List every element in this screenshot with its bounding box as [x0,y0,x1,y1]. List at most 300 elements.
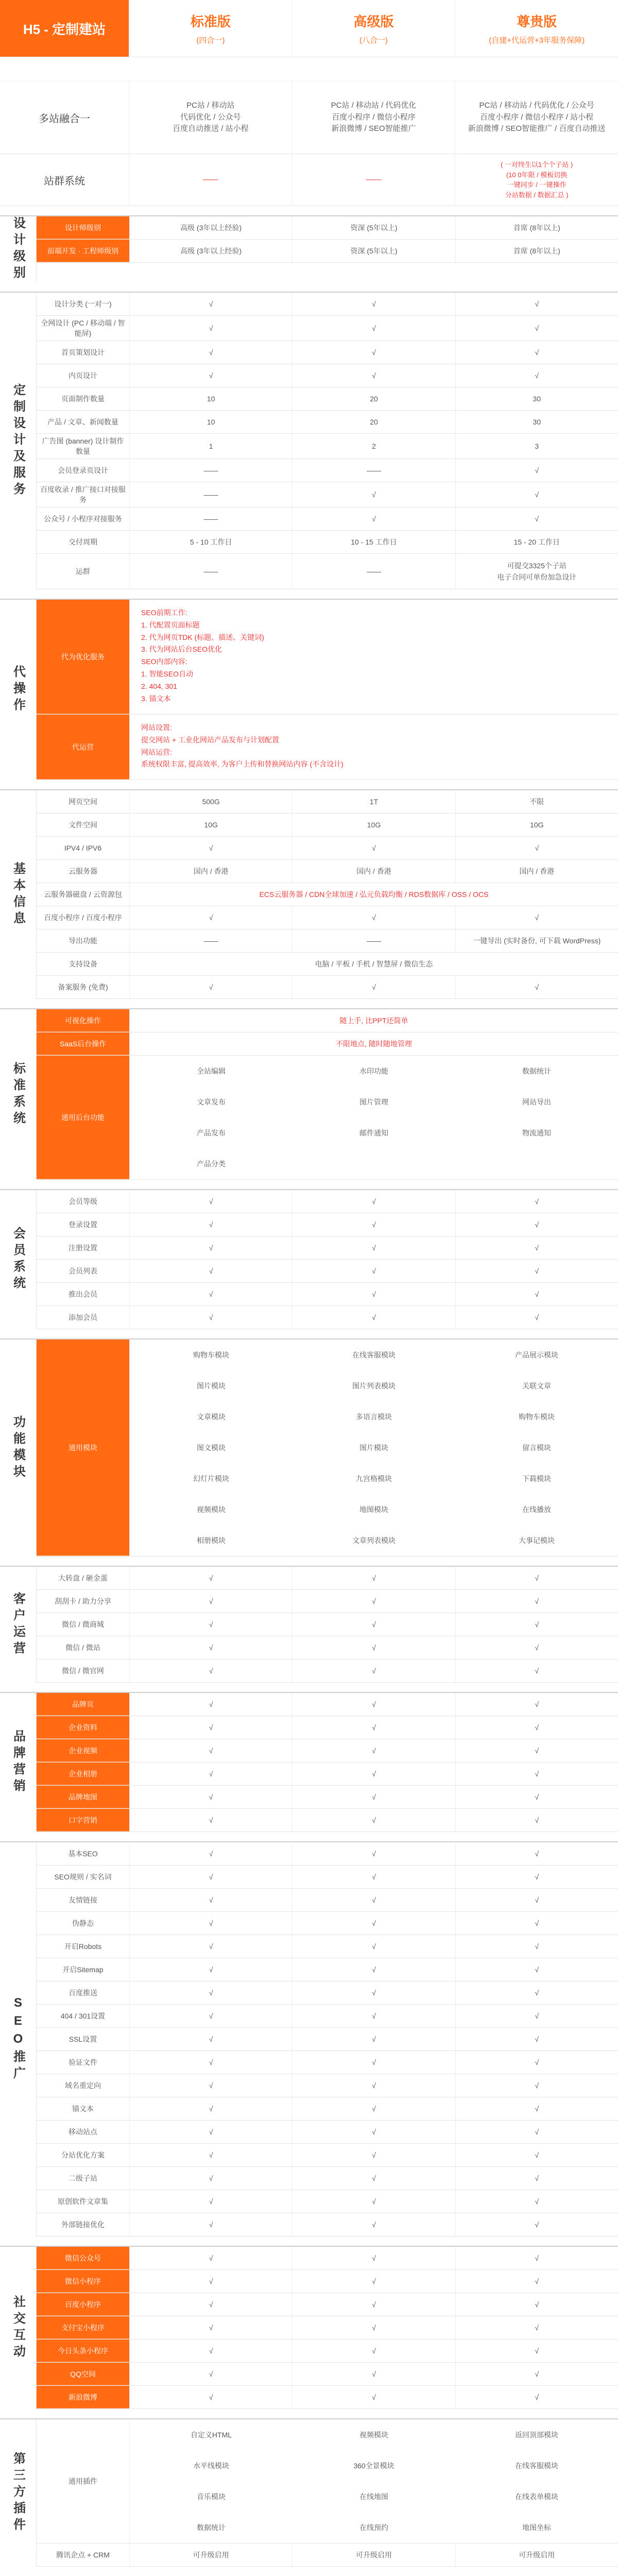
check-icon: √ [129,1739,292,1762]
feature-item: 相册模块 [197,1536,226,1545]
feature-item: 留言模块 [522,1444,551,1452]
category-title: 基本信息 [0,790,37,999]
check-icon: √ [292,1306,455,1329]
feature-row [37,1809,618,1832]
feature-label: SaaS后台操作 [37,1032,129,1055]
feature-label: 大转盘 / 砸金蛋 [58,1574,108,1582]
check-icon: √ [129,2270,292,2293]
feature-label: 登录设置 [68,1221,97,1229]
feature-label: 会员列表 [68,1267,97,1275]
category-section [0,292,618,589]
plan-advanced[interactable] [292,0,455,57]
feature-item: 关联文章 [522,1382,551,1390]
feature-label: 添加会员 [68,1313,97,1321]
feature-label: 推出会员 [68,1290,97,1298]
feature-label: 广告图 (banner) 设计制作数量 [42,437,124,455]
feature-label: 外部链接优化 [61,2221,105,2229]
feature-row [37,531,618,554]
plan-standard[interactable] [129,0,292,57]
check-icon: √ [129,2316,292,2339]
feature-item: 幻灯片模块 [193,1475,229,1483]
feature-label: 百度推送 [68,1989,97,1997]
check-icon: √ [455,316,618,341]
feature-row [37,411,618,434]
category-rows [37,790,618,999]
feature-label: QQ空间 [37,2363,129,2385]
feature-item: 在线客服模块 [515,2462,558,2470]
feature-row [37,883,618,906]
feature-label: 云服务器 [68,867,97,875]
feature-item: 多语言模块 [356,1413,392,1421]
check-icon: √ [455,2270,618,2293]
check-icon: √ [129,2293,292,2316]
check-icon: √ [292,2293,455,2316]
category-section [0,1841,618,2236]
check-icon: √ [129,1889,292,1911]
feature-item: 图片模块 [197,1382,226,1390]
feature-label: 分站优化方案 [61,2151,105,2159]
feature-label: 微信公众号 [37,2247,129,2269]
feature-label: 可视化操作 [37,1009,129,1032]
check-icon: √ [129,1842,292,1865]
feature-row [37,1866,618,1889]
check-icon: √ [129,1659,292,1682]
category-rows [37,1190,618,1329]
feature-row [37,715,618,780]
feature-label: 通用模块 [37,1340,129,1556]
feature-label: 企业相册 [37,1762,129,1785]
feature-row [37,1213,618,1236]
feature-row [37,2293,618,2316]
feature-cell: 10 [129,387,292,410]
feature-item [293,1148,455,1179]
feature-label: 内页设计 [68,371,97,380]
feature-cell: 国内 / 香港 [129,860,292,883]
row-cell: ( 一对终生以1个个子站 ) (10 0年限 / 模板切换 一键同步 / 一键操作 分站数据 / 数据汇总 ) [455,154,618,206]
feature-label: 运群 [76,567,90,575]
feature-label: 前端开发 · 工程师级别 [37,240,129,262]
check-icon: √ [129,316,292,341]
feature-row [37,1935,618,1958]
feature-row [37,1912,618,1935]
feature-row [37,2363,618,2386]
category-section [0,1692,618,1832]
category-title: 社交互动 [0,2247,37,2409]
feature-label: 腾讯企点 + CRM [56,2551,110,2559]
check-icon: √ [292,2051,455,2074]
feature-row [37,2005,618,2028]
feature-item: 地图模块 [359,1505,388,1514]
category-rows [37,1567,618,1683]
feature-cell: 10 - 15 工作日 [292,531,455,553]
check-icon: √ [455,2097,618,2120]
check-icon: √ [292,1590,455,1613]
feature-label: 代运营 [37,715,129,779]
feature-item: 返回顶部模块 [515,2431,558,2439]
feature-item: 购物车模块 [519,1413,555,1421]
feature-cell: 可升级启用 [129,2544,292,2566]
check-icon: √ [292,1260,455,1282]
category-rows [37,2419,618,2567]
top-row [0,81,618,154]
feature-label: 百度小程序 [37,2293,129,2316]
feature-item: 数据统计 [522,1067,551,1075]
check-icon: √ [292,837,455,859]
check-icon: √ [129,1866,292,1888]
feature-row [37,507,618,531]
check-icon: √ [292,2247,455,2269]
category-section [0,215,618,282]
feature-row [37,2247,618,2270]
feature-grid [129,1340,618,1556]
feature-grid [129,1056,618,1179]
feature-row [37,1762,618,1786]
check-icon: √ [455,2051,618,2074]
plan-premium[interactable] [455,0,618,57]
feature-row [37,2386,618,2409]
row-cell: PC站 / 移动站 / 代码优化 百度小程序 / 微信小程序 新浪微博 / SEO智能推广 [292,81,455,154]
feature-label: 导出功能 [68,937,97,945]
feature-item: 在线表单模块 [515,2493,558,2501]
top-rows [0,81,618,206]
check-icon: √ [455,1693,618,1716]
spacer [0,57,618,81]
feature-label: IPV4 / IPV6 [64,844,102,852]
check-icon: √ [455,2028,618,2050]
feature-item: 网站导出 [522,1098,551,1106]
category-title: SEO推广 [0,1842,37,2236]
feature-row [37,2270,618,2293]
feature-row [37,2097,618,2121]
check-icon: √ [455,2190,618,2213]
feature-item: 在线地图 [359,2493,388,2501]
feature-item: 产品发布 [197,1129,226,1137]
check-icon: √ [129,2247,292,2269]
check-icon: √ [455,459,618,482]
check-icon: √ [292,1935,455,1958]
feature-item: 水平线模块 [193,2462,229,2470]
check-icon: √ [292,364,455,387]
feature-cell: 首席 (8年以上) [455,216,618,239]
feature-span-cell: 不限地点, 随时随地管理 [129,1032,618,1055]
check-icon: √ [292,2028,455,2050]
feature-label: 今日头条小程序 [37,2340,129,2362]
feature-row [37,906,618,929]
feature-item: 下载模块 [522,1475,551,1483]
check-icon: √ [292,1866,455,1888]
feature-item: 文章发布 [197,1098,226,1106]
check-icon: √ [292,1636,455,1659]
feature-item: 视频模块 [359,2431,388,2439]
feature-row [37,1056,618,1180]
check-icon: √ [129,1283,292,1306]
feature-cell: 5 - 10 工作日 [129,531,292,553]
feature-item: 图片列表模块 [352,1382,396,1390]
feature-label: 二级子站 [68,2174,97,2182]
feature-span-cell: SEO前期工作: 1. 代配置页面标题 2. 代为网页TDK (标题、描述、关键词) 3. 代为网站后台SEO优化 SEO内部内容: 1. 智能SEO自动 2. 404, 301 3. 锚文本 [129,600,618,714]
feature-cell: 国内 / 香港 [292,860,455,883]
feature-cell: 15 - 20 工作日 [455,531,618,553]
check-icon: √ [129,1912,292,1935]
feature-label: 锚文本 [72,2105,94,2113]
category-section [0,599,618,780]
check-icon: √ [292,1659,455,1682]
check-icon: √ [455,1636,618,1659]
row-cell: —— [129,154,292,206]
check-icon: √ [292,2167,455,2190]
check-icon: √ [292,293,455,315]
check-icon: √ [292,1842,455,1865]
feature-cell: 20 [292,387,455,410]
feature-row [37,459,618,482]
check-icon: √ [292,1567,455,1589]
plan-header [0,0,618,57]
feature-row [37,341,618,364]
feature-cell: 首席 (8年以上) [455,240,618,262]
feature-cell: 1 [129,434,292,459]
feature-label: 会员登录页设计 [58,466,108,474]
category-title: 功能模块 [0,1340,37,1556]
check-icon: √ [292,1716,455,1739]
plan-sub: (八合一) [359,36,388,45]
check-icon: √ [455,1809,618,1832]
feature-cell: 资深 (5年以上) [292,240,455,262]
check-icon: √ [129,2213,292,2236]
check-icon: √ [129,2051,292,2074]
feature-row [37,554,618,589]
check-icon: √ [129,1306,292,1329]
feature-item: 文章模块 [197,1413,226,1421]
feature-cell: —— [129,507,292,530]
category-rows [37,1009,618,1180]
check-icon: √ [455,837,618,859]
category-title: 第三方插件 [0,2419,37,2567]
check-icon: √ [455,2074,618,2097]
check-icon: √ [292,316,455,341]
check-icon: √ [455,1283,618,1306]
check-icon: √ [292,341,455,364]
feature-label: 公众号 / 小程序对接服务 [44,515,122,523]
feature-label: 通用后台功能 [37,1056,129,1179]
check-icon: √ [455,1716,618,1739]
feature-item: 在线播放 [522,1505,551,1514]
feature-row [37,1283,618,1306]
feature-item: 九宫格模块 [356,1475,392,1483]
feature-cell: 10G [129,814,292,836]
check-icon: √ [455,2247,618,2269]
check-icon: √ [455,293,618,315]
check-icon: √ [455,976,618,998]
check-icon: √ [129,1636,292,1659]
feature-cell: 可升级启用 [292,2544,455,2566]
feature-cell: —— [129,929,292,952]
category-rows [37,600,618,780]
feature-cell: 一键导出 (实时备份, 可下载 WordPress) [455,929,618,952]
check-icon: √ [455,2167,618,2190]
feature-row [37,814,618,837]
row-label: 站群系统 [44,175,85,187]
check-icon: √ [129,1260,292,1282]
feature-cell: 10G [292,814,455,836]
category-section [0,2418,618,2567]
feature-item: 360全景模块 [353,2462,394,2470]
feature-cell: 国内 / 香港 [455,860,618,883]
feature-cell: 500G [129,790,292,813]
feature-row [37,387,618,411]
feature-row [37,2419,618,2544]
check-icon: √ [129,1809,292,1832]
feature-row [37,1889,618,1912]
check-icon: √ [292,2144,455,2166]
check-icon: √ [292,1912,455,1935]
feature-item: 在线预约 [359,2523,388,2532]
feature-label: SSL设置 [68,2035,97,2043]
category-title: 定制设计及服务 [0,293,37,589]
feature-row [37,837,618,860]
check-icon: √ [455,1935,618,1958]
category-rows [37,1693,618,1832]
check-icon: √ [129,2386,292,2409]
feature-row [37,1009,618,1032]
check-icon: √ [292,1190,455,1213]
check-icon: √ [129,1981,292,2004]
check-icon: √ [455,1613,618,1636]
category-section [0,1189,618,1329]
check-icon: √ [129,1786,292,1808]
feature-row [37,2213,618,2236]
feature-label: 品牌地图 [37,1786,129,1808]
check-icon: √ [292,2074,455,2097]
check-icon: √ [455,482,618,507]
check-icon: √ [455,1190,618,1213]
check-icon: √ [129,1693,292,1716]
feature-row [37,2340,618,2363]
feature-item [455,1148,618,1179]
feature-row [37,929,618,953]
feature-row [37,1981,618,2005]
feature-cell: —— [129,482,292,507]
check-icon: √ [129,2190,292,2213]
check-icon: √ [455,2293,618,2316]
check-icon: √ [292,1762,455,1785]
feature-span-cell: 电脑 / 平板 / 手机 / 智慧屏 / 微信生态 [129,953,618,975]
feature-row [37,2074,618,2097]
feature-label: 企业视频 [37,1739,129,1762]
feature-item: 文章列表模块 [352,1536,396,1545]
feature-item: 自定义HTML [190,2431,232,2439]
feature-cell: 3 [455,434,618,459]
check-icon: √ [129,364,292,387]
feature-row [37,482,618,507]
feature-cell: 不限 [455,790,618,813]
check-icon: √ [129,1716,292,1739]
feature-label: 开启Robots [64,1942,102,1951]
feature-label: 支付宝小程序 [37,2316,129,2339]
category-title: 标准系统 [0,1009,37,1180]
feature-row [37,1032,618,1056]
feature-label: 域名重定向 [65,2081,101,2090]
feature-row [37,2316,618,2340]
check-icon: √ [455,1213,618,1236]
feature-row [37,1786,618,1809]
check-icon: √ [129,2005,292,2027]
feature-cell: 10 [129,411,292,433]
feature-item: 数据统计 [197,2523,226,2532]
category-section [0,1338,618,1556]
feature-item: 邮件通知 [359,1129,388,1137]
feature-row [37,1636,618,1659]
feature-row [37,2028,618,2051]
feature-item: 图文模块 [197,1444,226,1452]
feature-label: 基本SEO [68,1850,98,1858]
feature-item: 产品展示模块 [515,1351,558,1359]
check-icon: √ [292,2121,455,2143]
check-icon: √ [292,1981,455,2004]
feature-label: 支持设备 [68,960,97,968]
feature-label: 网页空间 [68,798,97,806]
feature-row [37,1260,618,1283]
check-icon: √ [455,1842,618,1865]
check-icon: √ [455,2213,618,2236]
feature-cell: —— [292,929,455,952]
feature-span-cell: 随上手, 比PPT还简单 [129,1009,618,1032]
category-section [0,2246,618,2409]
feature-grid [129,2419,618,2543]
check-icon: √ [455,2144,618,2166]
feature-label: 通用插件 [68,2477,97,2485]
check-icon: √ [455,341,618,364]
check-icon: √ [292,2213,455,2236]
feature-cell: 1T [292,790,455,813]
feature-label: 百度小程序 / 百度小程序 [44,913,122,922]
feature-span-cell: 网站设置: 提交网站 + 工业化网站产品发布与计划配置 网站运营: 系统权限丰富, 提高效率, 为客户上传和替换网站内容 (不含设计) [129,715,618,779]
check-icon: √ [129,341,292,364]
feature-label: 微信 / 微站 [65,1643,100,1652]
feature-cell: 可提交3325个子站 电子合同可单份加急设计 [455,554,618,589]
feature-label: 验证文件 [68,2058,97,2066]
check-icon: √ [129,2028,292,2050]
feature-item: 产品分类 [197,1160,226,1168]
feature-cell: 高级 (3年以上经验) [129,216,292,239]
feature-row [37,1716,618,1739]
check-icon: √ [455,2340,618,2362]
feature-label: 备案服务 (免费) [58,983,108,991]
feature-item: 视频模块 [197,1505,226,1514]
check-icon: √ [129,1567,292,1589]
feature-item: 在线客服模块 [352,1351,396,1359]
feature-item: 图片管理 [359,1098,388,1106]
check-icon: √ [292,1283,455,1306]
plan-sub: (四合一) [196,36,225,45]
check-icon: √ [455,1889,618,1911]
feature-row [37,2190,618,2213]
feature-label: 产品 / 文章、新闻数量 [47,418,118,426]
check-icon: √ [129,2121,292,2143]
feature-label: 设计分类 (一对一) [54,300,112,308]
feature-label: 会员等级 [68,1197,97,1206]
feature-label: 微信 / 微商城 [62,1620,104,1629]
feature-row [37,790,618,814]
top-row [0,154,618,206]
check-icon: √ [292,1693,455,1716]
plan-name: 标准版 [190,14,231,29]
feature-row [37,1739,618,1762]
row-label: 多站融合一 [39,113,90,125]
category-rows [37,1340,618,1556]
row-cell: PC站 / 移动站 / 代码优化 / 公众号 百度小程序 / 微信小程序 / 站小程 新浪微博 / SEO智能推广 / 百度自动推送 [455,81,618,154]
feature-label: 注册设置 [68,1244,97,1252]
check-icon: √ [455,2121,618,2143]
